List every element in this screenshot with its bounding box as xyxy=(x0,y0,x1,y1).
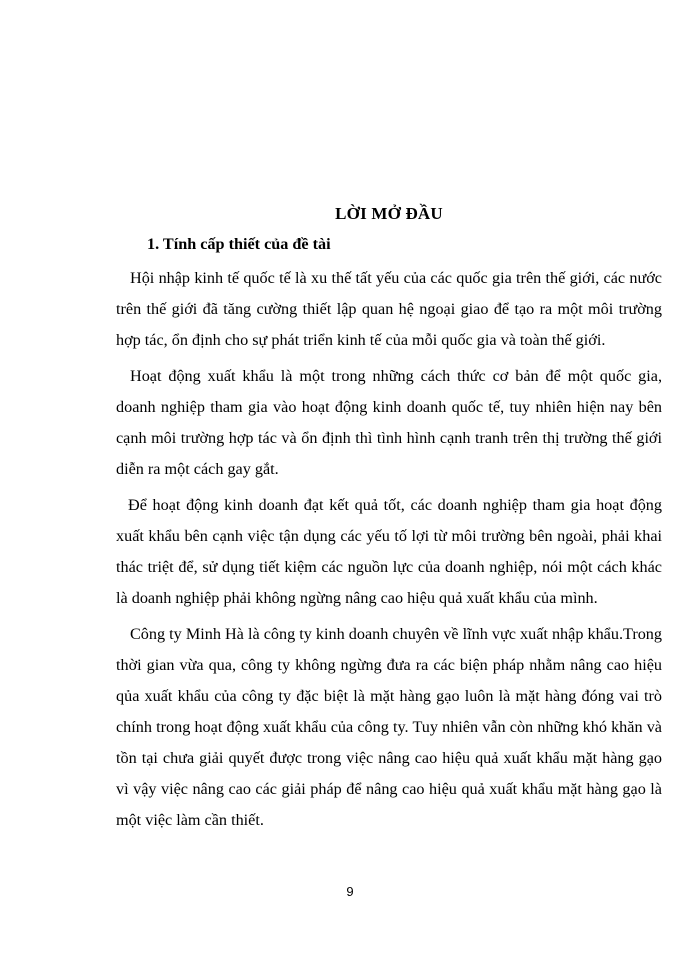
paragraph-4: Công ty Minh Hà là công ty kinh doanh chuyên về lĩnh vực xuất nhập khẩu.Trong thời gian vừa qua, công ty không ngừng đưa ra các biện pháp nhằm nâng cao hiệu qủa xuất khẩu của công ty đặc biệt là mặt hàng gạo luôn là mặt hàng đóng vai trò chính trong hoạt động xuất khẩu của công ty. Tuy nhiên vẫn còn những khó khăn và tồn tại chưa giải quyết được trong việc nâng cao hiệu quả xuất khẩu mặt hàng gạo vì vậy việc nâng cao các giải pháp để nâng cao hiệu quả xuất khẩu mặt hàng gạo là một việc làm cần thiết. xyxy=(116,625,662,829)
paragraph-1: Hội nhập kinh tế quốc tế là xu thế tất yếu của các quốc gia trên thế giới, các nước trên thế giới đã tăng cường thiết lập quan hệ ngoại giao để tạo ra một môi trường hợp tác, ổn định cho sự phát triển kinh tế của mỗi quốc gia và toàn thế giới. xyxy=(116,269,662,349)
page-title: LỜI MỞ ĐẦU xyxy=(335,204,443,223)
page-content xyxy=(116,203,662,841)
page-number: 9 xyxy=(346,884,354,899)
paragraph-3: Để hoạt động kinh doanh đạt kết quả tốt, các doanh nghiệp tham gia hoạt động xuất khẩu bên cạnh việc tận dụng các yếu tố lợi từ môi trường bên ngoài, phải khai thác triệt để, sử dụng tiết kiệm các nguồn lực của doanh nghiệp, nói một cách khác là doanh nghiệp phải không ngừng nâng cao hiệu quả xuất khẩu của mình. xyxy=(116,496,662,607)
section-heading: 1. Tính cấp thiết của đề tài xyxy=(147,235,331,253)
paragraph-2: Hoạt động xuất khẩu là một trong những cách thức cơ bản để một quốc gia, doanh nghiệp tham gia vào hoạt động kinh doanh quốc tế, tuy nhiên hiện nay bên cạnh môi trường hợp tác và ổn định thì tình hình cạnh tranh trên thị trường thế giới diễn ra một cách gay gắt. xyxy=(116,367,662,478)
